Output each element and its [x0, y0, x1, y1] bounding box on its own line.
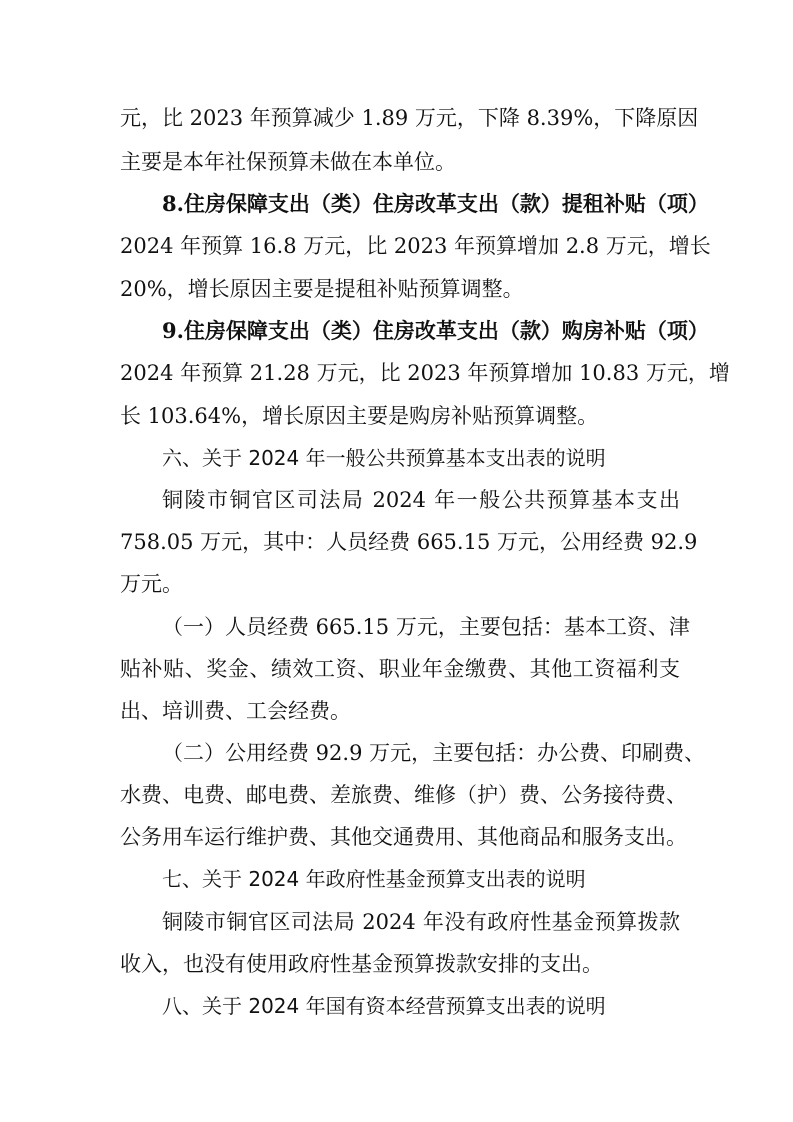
paragraph-line: 主要是本年社保预算未做在本单位。	[120, 150, 456, 174]
paragraph-line: 水费、电费、邮电费、差旅费、维修（护）费、公务接待费、	[120, 783, 687, 807]
paragraph-line: 20%，增长原因主要是提租补贴预算调整。	[120, 277, 524, 301]
paragraph-line: 铜陵市铜官区司法局 2024 年一般公共预算基本支出	[162, 488, 680, 512]
section-heading-6: 六、关于 2024 年一般公共预算基本支出表的说明	[162, 446, 606, 470]
paragraph-line: （一）人员经费 665.15 万元，主要包括：基本工资、津	[162, 615, 690, 639]
paragraph-line: 出、培训费、工会经费。	[120, 699, 351, 723]
paragraph-line: 758.05 万元，其中：人员经费 665.15 万元，公用经费 92.9	[120, 530, 698, 554]
paragraph-line: 收入，也没有使用政府性基金预算拨款安排的支出。	[120, 952, 603, 976]
paragraph-line: 公务用车运行维护费、其他交通费用、其他商品和服务支出。	[120, 825, 687, 849]
paragraph-line: 贴补贴、奖金、绩效工资、职业年金缴费、其他工资福利支	[120, 657, 680, 681]
paragraph-line: 铜陵市铜官区司法局 2024 年没有政府性基金预算拨款	[162, 910, 680, 934]
paragraph-line: 万元。	[120, 572, 183, 596]
subheading-housing-rent-subsidy: 8.住房保障支出（类）住房改革支出（款）提租补贴（项）	[162, 191, 709, 216]
paragraph-line: （二）公用经费 92.9 万元，主要包括：办公费、印刷费、	[162, 741, 706, 765]
section-heading-8: 八、关于 2024 年国有资本经营预算支出表的说明	[162, 994, 606, 1018]
subheading-housing-purchase-subsidy: 9.住房保障支出（类）住房改革支出（款）购房补贴（项）	[162, 318, 709, 343]
paragraph-line: 长 103.64%，增长原因主要是购房补贴预算调整。	[120, 404, 599, 428]
paragraph-line: 2024 年预算 16.8 万元，比 2023 年预算增加 2.8 万元，增长	[120, 234, 711, 258]
section-heading-7: 七、关于 2024 年政府性基金预算支出表的说明	[162, 867, 586, 891]
paragraph-line: 元，比 2023 年预算减少 1.89 万元，下降 8.39%，下降原因	[120, 106, 699, 130]
paragraph-line: 2024 年预算 21.28 万元，比 2023 年预算增加 10.83 万元，增	[120, 361, 730, 385]
